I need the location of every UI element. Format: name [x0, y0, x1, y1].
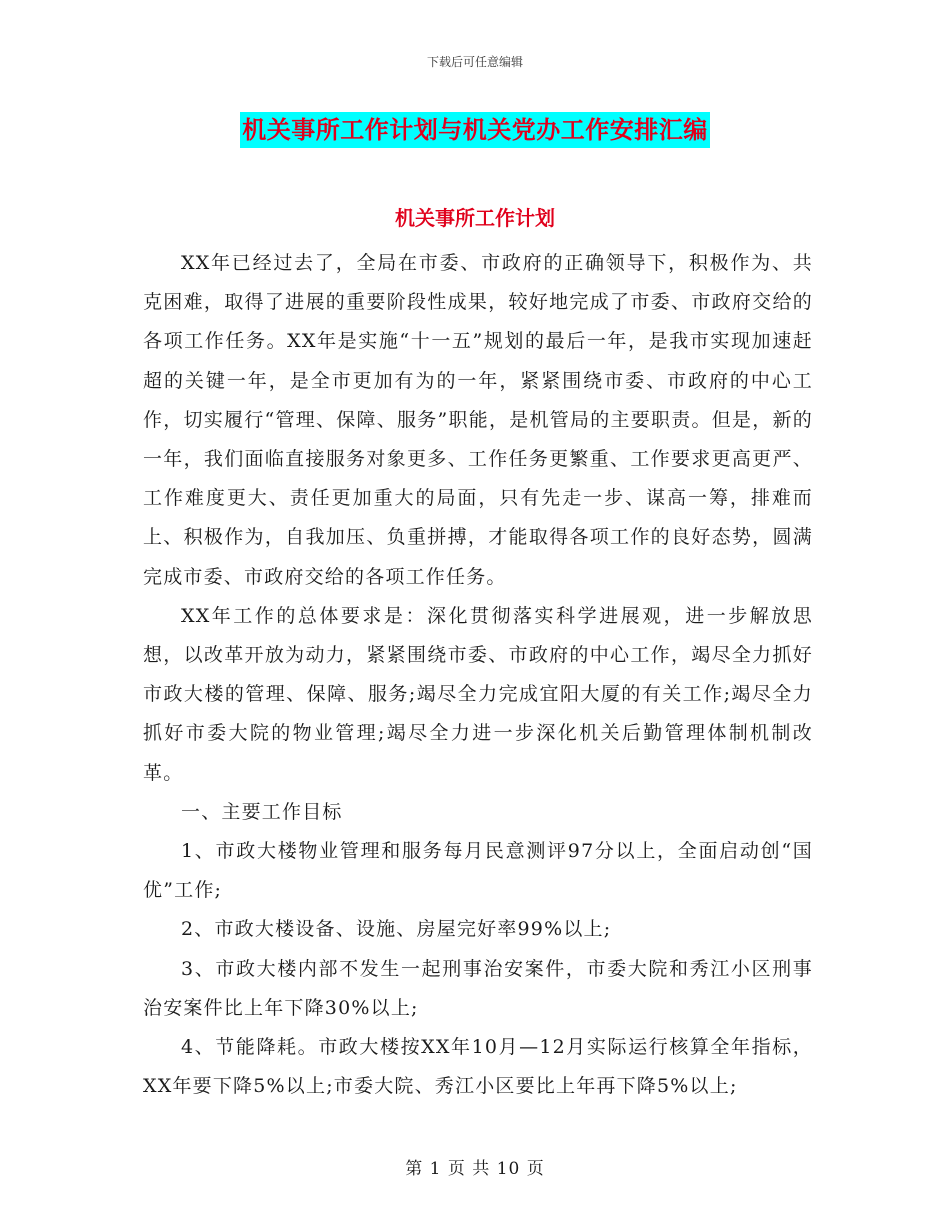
- list-item: 3、市政大楼内部不发生一起刑事治安案件，市委大院和秀江小区刑事治安案件比上年下降30%以上;: [143, 957, 813, 1019]
- heading-main-goals: 一、主要工作目标: [181, 800, 343, 823]
- paragraph: XX年已经过去了，全局在市委、市政府的正确领导下，积极作为、共克困难，取得了进展的重要阶段性成果，较好地完成了市委、市政府交给的各项工作任务。XX年是实施“十一五”规划的最后一年，是我市实现加速赶超的关键一年，是全市更加有为的一年，紧紧围绕市委、市政府的中心工作，切实履行“管理、保障、服务”职能，是机管局的主要职责。但是，新的一年，我们面临直接服务对象更多、工作任务更繁重、工作要求更高更严、工作难度更大、责任更加重大的局面，只有先走一步、谋高一筹，排难而上、积极作为，自我加压、负重拼搏，才能取得各项工作的良好态势，圆满完成市委、市政府交给的各项工作任务。: [143, 252, 813, 588]
- list-item: 2、市政大楼设备、设施、房屋完好率99%以上;: [181, 918, 612, 941]
- main-title: 机关事所工作计划与机关党办工作安排汇编: [240, 112, 710, 148]
- page-footer: 第 1 页 共 10 页: [405, 1159, 545, 1179]
- document-body: [143, 244, 813, 1106]
- paragraph: XX年工作的总体要求是：深化贯彻落实科学进展观，进一步解放思想，以改革开放为动力，紧紧围绕市委、市政府的中心工作，竭尽全力抓好市政大楼的管理、保障、服务;竭尽全力完成宜阳大厦的有关工作;竭尽全力抓好市委大院的物业管理;竭尽全力进一步深化机关后勤管理体制机制改革。: [143, 604, 813, 784]
- main-title-container: [0, 112, 950, 148]
- section-title: 机关事所工作计划: [395, 206, 555, 230]
- list-item: 4、节能降耗。市政大楼按XX年10月—12月实际运行核算全年指标，XX年要下降5%以上;市委大院、秀江小区要比上年再下降5%以上;: [143, 1036, 813, 1098]
- list-item: 1、市政大楼物业管理和服务每月民意测评97分以上，全面启动创“国优”工作;: [143, 840, 813, 902]
- header-note: 下载后可任意编辑: [426, 55, 523, 69]
